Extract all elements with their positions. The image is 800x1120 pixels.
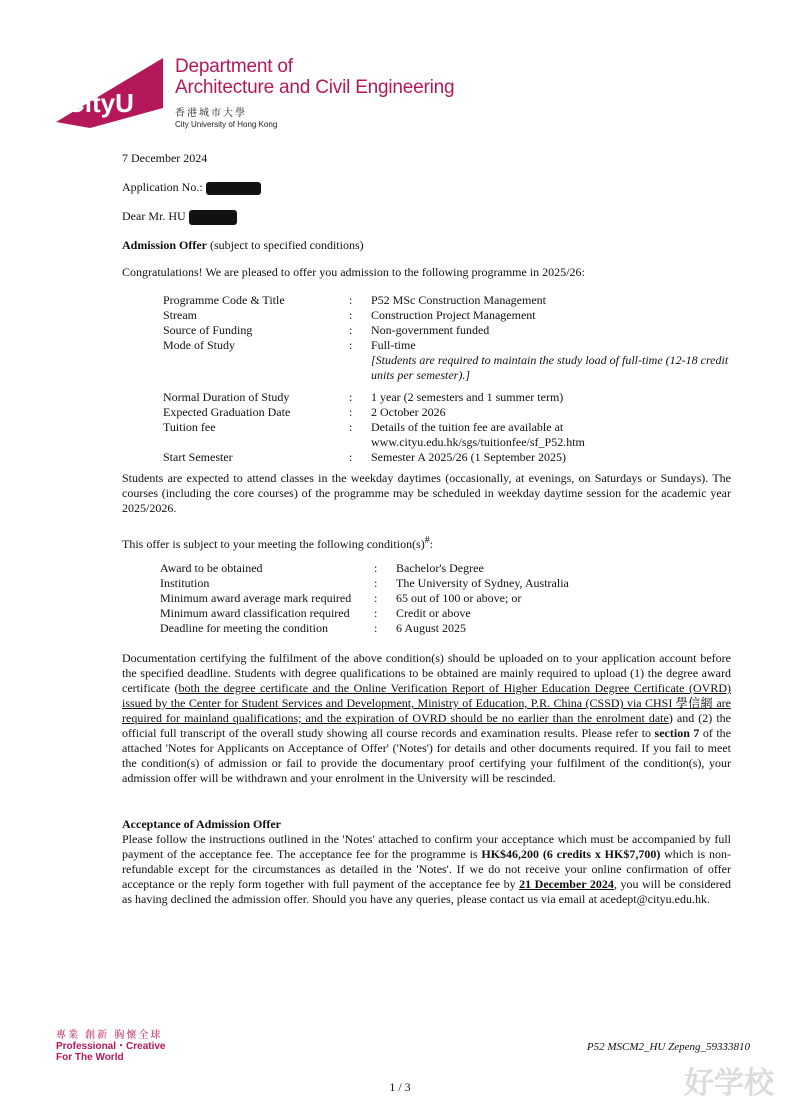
mainland-requirement: both the degree certificate and the Online Verification Report of Higher Education Degree Certificate (OVRD) issued by the Center for Student Services and Development, Ministry of Education, P.R. China (CSSD) via CHSI 學信網 are required for mainland qualifications; and the expiration of OVRD should be no earlier than the enrolment date	[122, 681, 731, 725]
slogan-en-1: Professional・Creative	[56, 1041, 166, 1052]
dept-line2: Architecture and Civil Engineering	[175, 77, 455, 98]
conditions-intro: This offer is subject to your meeting the following condition(s)#:	[122, 535, 434, 551]
dept-line1: Department of	[175, 56, 293, 77]
offer-subtitle: (subject to specified conditions)	[210, 238, 364, 252]
redaction-block	[189, 210, 237, 225]
redaction-block	[206, 182, 261, 195]
footnote-marker: #	[424, 535, 430, 546]
acceptance-fee: HK$46,200 (6 credits x HK$7,700)	[481, 847, 661, 861]
slogan-en-2: For The World	[56, 1052, 124, 1063]
university-name-en: City University of Hong Kong	[175, 120, 278, 129]
slogan-cn: 專業 創新 胸懷全球	[56, 1030, 163, 1041]
table-row: Normal Duration of Study : 1 year (2 semesters and 1 summer term)	[163, 390, 564, 404]
department-header	[175, 56, 454, 129]
table-row: Programme Code & Title : P52 MSc Construction Management	[163, 293, 546, 307]
footer-slogan	[56, 1026, 166, 1063]
section-ref: section 7	[654, 726, 700, 740]
documentation-paragraph: Documentation certifying the fulfilment of the above condition(s) should be uploaded on to your application account before the specified deadline. Students with degree qualifications to be obtained are mainly required to upload (1) the degree award certificate (both the degree certificate and the Online Verification Report of Higher Education Degree Certificate (OVRD) issued by the Center for Student Services and Development, Ministry of Education, P.R. China (CSSD) via CHSI 學信網 are required for mainland qualifications; and the expiration of OVRD should be no earlier than the enrolment date) and (2) the official full transcript of the overall study showing all course records and examination results. Please refer to section 7 of the attached 'Notes for Applicants on Acceptance of Offer' ('Notes') for details and other documents required. If you fail to meet the condition(s) of admission or fail to provide the documentary proof certifying your fulfilment of the condition(s), your admission offer will be withdrawn and your enrolment in the University will be rescinded.	[122, 651, 731, 785]
mode-note: [Students are required to maintain the study load of full-time (12-18 credit units per semester).]	[371, 353, 729, 382]
congratulations: Congratulations! We are pleased to offer you admission to the following programme in 2025/26:	[122, 265, 585, 279]
table-row: Minimum award average mark required : 65 out of 100 or above; or	[160, 591, 522, 605]
table-row: Expected Graduation Date : 2 October 2026	[163, 405, 446, 419]
table-row: Mode of Study : Full-time	[163, 338, 416, 352]
table-row: Source of Funding : Non-government funded	[163, 323, 490, 337]
logo-text: CityU	[66, 88, 134, 118]
acceptance-paragraph: Please follow the instructions outlined in the 'Notes' attached to confirm your acceptance which must be accompanied by full payment of the acceptance fee. The acceptance fee for the programme is HK$46,200 (6 credits x HK$7,700) which is non-refundable except for the circumstances as detailed in the 'Notes'. If we do not receive your online confirmation of offer acceptance or the reply form together with full payment of the acceptance fee by 21 December 2024, you will be considered as having declined the admission offer. Should you have any queries, please contact us via email at acedept@cityu.edu.hk.	[122, 832, 732, 906]
document-reference: P52 MSCM2_HU Zepeng_59333810	[586, 1041, 750, 1053]
table-row: Stream : Construction Project Management	[163, 308, 536, 322]
page-number: 1 / 3	[389, 1080, 411, 1094]
offer-title: Admission Offer	[122, 238, 207, 252]
table-row: www.cityu.edu.hk/sgs/tuitionfee/sf_P52.htm	[371, 435, 585, 449]
schedule-paragraph: Students are expected to attend classes in the weekday daytimes (occasionally, at evenings, on Saturdays or Sundays). The courses (including the core courses) of the programme may be scheduled in weekday daytime session for the academic year 2025/2026.	[122, 471, 731, 515]
table-row: Tuition fee : Details of the tuition fee are available at	[163, 420, 564, 434]
acceptance-deadline: 21 December 2024	[519, 877, 614, 891]
table-row: Start Semester : Semester A 2025/26 (1 September 2025)	[163, 450, 566, 464]
watermark: 好学校	[684, 1066, 774, 1101]
application-number	[122, 180, 731, 195]
programme-table	[163, 293, 743, 465]
table-row: Minimum award classification required : Credit or above	[160, 606, 471, 620]
salutation-text: Dear Mr. HU	[122, 209, 186, 223]
application-label: Application No.:	[122, 180, 203, 194]
table-row: Deadline for meeting the condition : 6 August 2025	[160, 621, 467, 635]
university-name-cn: 香港城市大學	[175, 108, 247, 119]
mode-note-row	[163, 353, 743, 390]
cityu-logo	[50, 56, 170, 128]
salutation	[122, 209, 731, 225]
table-row: Institution : The University of Sydney, Australia	[160, 576, 569, 590]
offer-heading	[122, 238, 731, 253]
table-row: Award to be obtained : Bachelor's Degree	[160, 561, 484, 575]
acceptance-title: Acceptance of Admission Offer	[122, 817, 281, 831]
letter-date: 7 December 2024	[122, 151, 208, 165]
conditions-table	[160, 561, 660, 636]
